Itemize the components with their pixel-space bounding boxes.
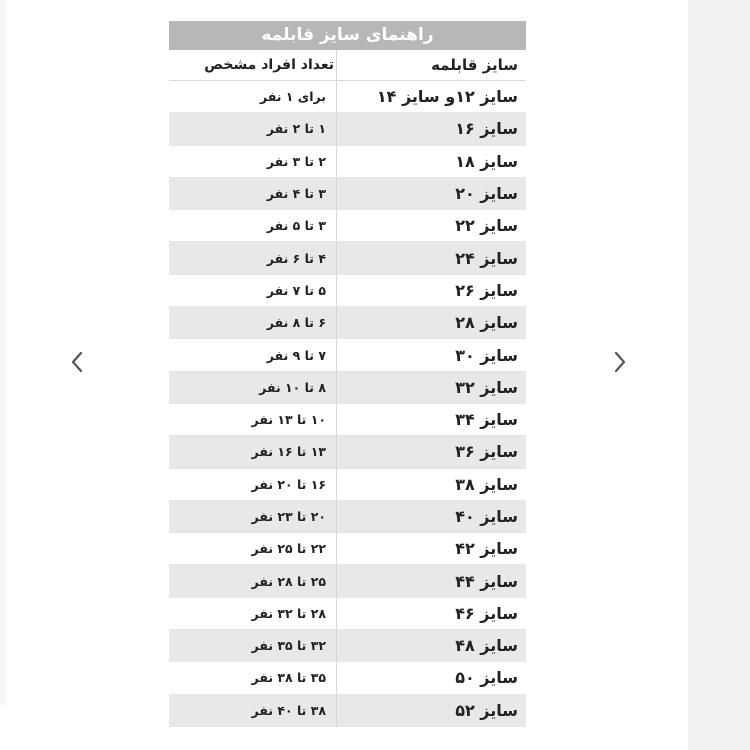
pot-size-guide-table (169, 21, 526, 727)
header-people-count: تعداد افراد مشخص (204, 57, 334, 73)
table-row (169, 501, 526, 533)
page-right-margin (688, 0, 750, 750)
table-row (169, 372, 526, 404)
table-row (169, 146, 526, 178)
pot-size-cell: سایز ۴۴ (336, 565, 526, 596)
people-count-cell: ۱۶ تا ۲۰ نفر (251, 476, 326, 492)
people-count-cell: ۱۳ تا ۱۶ نفر (251, 444, 326, 460)
pot-size-cell: سایز ۳۴ (336, 404, 526, 435)
table-row (169, 210, 526, 242)
table-title: راهنمای سایز قابلمه (169, 21, 526, 50)
people-count-cell: ۸ تا ۱۰ نفر (259, 379, 326, 395)
table-row (169, 436, 526, 468)
pot-size-cell: سایز ۱۸ (336, 146, 526, 177)
table-row (169, 565, 526, 597)
chevron-right-icon (613, 351, 627, 373)
gallery-next-button[interactable] (604, 346, 636, 378)
people-count-cell: ۳ تا ۴ نفر (266, 186, 326, 202)
pot-size-cell: سایز ۲۴ (336, 242, 526, 273)
table-row (169, 404, 526, 436)
pot-size-cell: سایز ۲۲ (336, 210, 526, 241)
people-count-cell: ۶ تا ۸ نفر (266, 315, 326, 331)
people-count-cell: ۲۵ تا ۲۸ نفر (251, 573, 326, 589)
table-row (169, 242, 526, 274)
pot-size-cell: سایز ۱۶ (336, 113, 526, 144)
people-count-cell: ۳۸ تا ۴۰ نفر (251, 702, 326, 718)
table-row (169, 630, 526, 662)
table-row (169, 81, 526, 113)
table-row (169, 662, 526, 694)
people-count-cell: برای ۱ نفر (259, 89, 326, 105)
table-row (169, 113, 526, 145)
pot-size-cell: سایز ۴۶ (336, 598, 526, 629)
table-row (169, 695, 526, 727)
pot-size-cell: سایز ۴۰ (336, 501, 526, 532)
pot-size-cell: سایز ۳۸ (336, 469, 526, 500)
pot-size-cell: سایز ۴۲ (336, 533, 526, 564)
pot-size-cell: سایز ۵۲ (336, 695, 526, 726)
people-count-cell: ۲ تا ۳ نفر (266, 153, 326, 169)
table-row (169, 598, 526, 630)
people-count-cell: ۲۸ تا ۳۲ نفر (251, 605, 326, 621)
people-count-cell: ۲۰ تا ۲۳ نفر (251, 509, 326, 524)
people-count-cell: ۷ تا ۹ نفر (266, 347, 326, 363)
header-pot-size: سایز قابلمه (336, 50, 526, 80)
table-row (169, 339, 526, 371)
table-body (169, 81, 526, 727)
pot-size-cell: سایز ۴۸ (336, 630, 526, 661)
pot-size-cell: سایز ۵۰ (336, 662, 526, 693)
pot-size-cell: سایز ۲۰ (336, 178, 526, 209)
people-count-cell: ۱۰ تا ۱۳ نفر (251, 412, 326, 428)
pot-size-cell: سایز ۳۰ (336, 339, 526, 370)
people-count-cell: ۳ تا ۵ نفر (266, 218, 326, 234)
pot-size-cell: سایز ۲۶ (336, 275, 526, 306)
pot-size-cell: سایز ۳۲ (336, 372, 526, 403)
table-row (169, 307, 526, 339)
table-row (169, 178, 526, 210)
table-row (169, 469, 526, 501)
people-count-cell: ۱ تا ۲ نفر (266, 121, 326, 137)
people-count-cell: ۲۲ تا ۲۵ نفر (251, 541, 326, 557)
people-count-cell: ۳۲ تا ۳۵ نفر (251, 638, 326, 654)
chevron-left-icon (70, 351, 84, 373)
people-count-cell: ۴ تا ۶ نفر (266, 250, 326, 266)
table-header-row (169, 50, 526, 81)
table-row (169, 533, 526, 565)
table-row (169, 275, 526, 307)
people-count-cell: ۳۵ تا ۳۸ نفر (251, 670, 326, 686)
gallery-prev-button[interactable] (61, 346, 93, 378)
page-left-edge (0, 0, 6, 750)
pot-size-cell: سایز ۳۶ (336, 436, 526, 467)
pot-size-cell: سایز ۱۲و سایز ۱۴ (336, 81, 526, 112)
pot-size-cell: سایز ۲۸ (336, 307, 526, 338)
people-count-cell: ۵ تا ۷ نفر (266, 282, 326, 298)
